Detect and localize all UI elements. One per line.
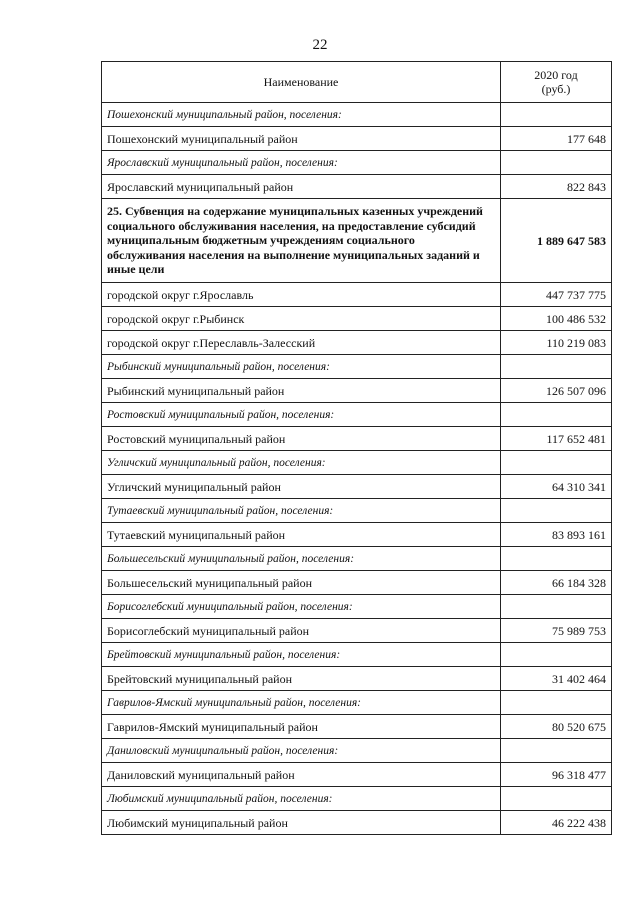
group-header-row: [102, 643, 612, 667]
group-header-row: [102, 103, 612, 127]
group-header-row: [102, 355, 612, 379]
table-header: [102, 62, 612, 103]
row-name: 25. Субвенция на содержание муниципальных казенных учреждений социального обслуживания населения, на предоставление субсидий муниципальным бюджетным учреждениям социального обслуживания населения на выполнение муниципальных заданий и иные цели: [102, 199, 501, 283]
row-amount: 80 520 675: [501, 715, 612, 739]
table-row: [102, 475, 612, 499]
row-name: Большесельский муниципальный район: [102, 571, 501, 595]
row-name: Борисоглебский муниципальный район: [102, 619, 501, 643]
table-row: [102, 307, 612, 331]
table-row: [102, 811, 612, 835]
row-name: Ярославский муниципальный район, поселения:: [102, 151, 501, 175]
row-name: Тутаевский муниципальный район, поселения:: [102, 499, 501, 523]
table-row: [102, 667, 612, 691]
group-header-row: [102, 151, 612, 175]
table-row: [102, 715, 612, 739]
table-row: [102, 571, 612, 595]
table-row: [102, 379, 612, 403]
row-name: Даниловский муниципальный район, поселения:: [102, 739, 501, 763]
table-row: [102, 175, 612, 199]
row-name: Угличский муниципальный район: [102, 475, 501, 499]
group-header-row: [102, 787, 612, 811]
row-name: Ярославский муниципальный район: [102, 175, 501, 199]
table-row: [102, 523, 612, 547]
group-header-row: [102, 595, 612, 619]
row-amount: [501, 451, 612, 475]
row-amount: 83 893 161: [501, 523, 612, 547]
row-name: Рыбинский муниципальный район, поселения:: [102, 355, 501, 379]
header-amount-unit: (руб.): [541, 82, 571, 96]
row-amount: 1 889 647 583: [501, 199, 612, 283]
group-header-row: [102, 451, 612, 475]
table-body: [102, 103, 612, 835]
header-name: Наименование: [102, 62, 501, 103]
row-amount: [501, 691, 612, 715]
row-amount: 117 652 481: [501, 427, 612, 451]
table-row: [102, 331, 612, 355]
row-amount: 96 318 477: [501, 763, 612, 787]
row-name: Тутаевский муниципальный район: [102, 523, 501, 547]
table-row: [102, 127, 612, 151]
row-amount: [501, 403, 612, 427]
row-name: Пошехонский муниципальный район: [102, 127, 501, 151]
row-amount: 822 843: [501, 175, 612, 199]
row-amount: 110 219 083: [501, 331, 612, 355]
row-amount: 64 310 341: [501, 475, 612, 499]
page-number: 22: [312, 37, 328, 53]
group-header-row: [102, 739, 612, 763]
row-name: Любимский муниципальный район: [102, 811, 501, 835]
header-amount-year: 2020 год: [534, 68, 578, 82]
row-name: Даниловский муниципальный район: [102, 763, 501, 787]
header-amount: [501, 62, 612, 103]
group-header-row: [102, 547, 612, 571]
row-name: Большесельский муниципальный район, поселения:: [102, 547, 501, 571]
row-name: Брейтовский муниципальный район: [102, 667, 501, 691]
row-name: городской округ г.Рыбинск: [102, 307, 501, 331]
row-amount: 100 486 532: [501, 307, 612, 331]
row-name: Брейтовский муниципальный район, поселения:: [102, 643, 501, 667]
row-amount: 66 184 328: [501, 571, 612, 595]
row-name: Борисоглебский муниципальный район, поселения:: [102, 595, 501, 619]
row-amount: [501, 103, 612, 127]
row-amount: [501, 739, 612, 763]
budget-table: [101, 61, 612, 835]
row-name: Ростовский муниципальный район: [102, 427, 501, 451]
row-name: Гаврилов-Ямский муниципальный район, поселения:: [102, 691, 501, 715]
group-header-row: [102, 691, 612, 715]
row-amount: 46 222 438: [501, 811, 612, 835]
row-name: городской округ г.Ярославль: [102, 283, 501, 307]
row-name: Гаврилов-Ямский муниципальный район: [102, 715, 501, 739]
row-amount: 75 989 753: [501, 619, 612, 643]
row-amount: 177 648: [501, 127, 612, 151]
row-amount: 126 507 096: [501, 379, 612, 403]
group-header-row: [102, 403, 612, 427]
row-name: Любимский муниципальный район, поселения:: [102, 787, 501, 811]
row-name: Угличский муниципальный район, поселения:: [102, 451, 501, 475]
row-amount: [501, 499, 612, 523]
row-amount: 31 402 464: [501, 667, 612, 691]
row-amount: [501, 547, 612, 571]
row-name: Пошехонский муниципальный район, поселения:: [102, 103, 501, 127]
section-row: [102, 199, 612, 283]
table-row: [102, 763, 612, 787]
table-row: [102, 427, 612, 451]
table-row: [102, 619, 612, 643]
row-amount: [501, 595, 612, 619]
row-amount: [501, 151, 612, 175]
row-amount: [501, 355, 612, 379]
row-amount: [501, 643, 612, 667]
row-name: Ростовский муниципальный район, поселения:: [102, 403, 501, 427]
row-name: Рыбинский муниципальный район: [102, 379, 501, 403]
table-row: [102, 283, 612, 307]
row-amount: 447 737 775: [501, 283, 612, 307]
row-name: городской округ г.Переславль-Залесский: [102, 331, 501, 355]
group-header-row: [102, 499, 612, 523]
row-amount: [501, 787, 612, 811]
